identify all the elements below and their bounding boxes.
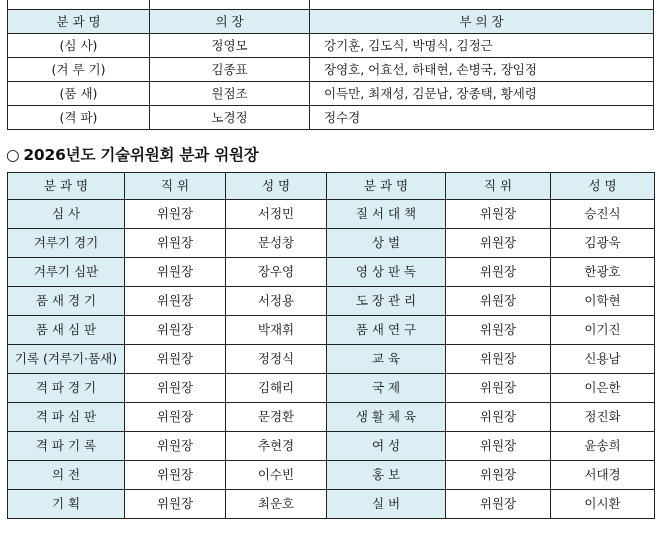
name-cell: 장우영	[226, 258, 327, 287]
position-cell: 위원장	[446, 432, 551, 461]
position-cell: 위원장	[125, 461, 226, 490]
table-header-row	[8, 10, 654, 34]
section-heading-text: 2026년도 기술위원회 분과 위원장	[23, 146, 259, 164]
header-committee: 분 과 명	[8, 173, 125, 200]
name-cell: 서대경	[551, 461, 655, 490]
table-row	[8, 461, 655, 490]
table-row	[8, 82, 654, 106]
header-chair: 의 장	[150, 10, 310, 34]
table-row	[8, 490, 655, 519]
committee-cell: (격 파)	[8, 106, 150, 130]
name-cell: 윤송희	[551, 432, 655, 461]
committee-cell: (품 새)	[8, 82, 150, 106]
name-cell: 박재휘	[226, 316, 327, 345]
committee-cell: 격 파 기 록	[8, 432, 125, 461]
committee-cell: 상 벌	[327, 229, 446, 258]
table-row	[8, 432, 655, 461]
committee-chair-table	[7, 172, 655, 519]
name-cell: 승진식	[551, 200, 655, 229]
position-cell: 위원장	[125, 287, 226, 316]
committee-cell: 겨루기 경기	[8, 229, 125, 258]
table-row	[8, 106, 654, 130]
committee-cell: 홍 보	[327, 461, 446, 490]
position-cell: 위원장	[125, 345, 226, 374]
chair-cell: 정영모	[150, 34, 310, 58]
vice-chair-cell: 강기훈, 김도식, 박명식, 김정근	[310, 34, 654, 58]
name-cell: 정정식	[226, 345, 327, 374]
position-cell: 위원장	[446, 490, 551, 519]
circle-bullet-icon: ○	[6, 146, 20, 164]
chair-cell: 원점조	[150, 82, 310, 106]
chair-cell: 노경정	[150, 106, 310, 130]
committee-cell: 겨루기 심판	[8, 258, 125, 287]
header-position: 직 위	[125, 173, 226, 200]
committee-cell: 품 새 경 기	[8, 287, 125, 316]
position-cell: 위원장	[125, 258, 226, 287]
name-cell: 이시환	[551, 490, 655, 519]
header-vice-chair: 부 의 장	[310, 10, 654, 34]
committee-cell: 도 장 관 리	[327, 287, 446, 316]
committee-cell: 영 상 판 독	[327, 258, 446, 287]
position-cell: 위원장	[446, 258, 551, 287]
header-position: 직 위	[446, 173, 551, 200]
vice-chair-cell: 장영호, 어효선, 하태현, 손병국, 장임정	[310, 58, 654, 82]
name-cell: 김광욱	[551, 229, 655, 258]
name-cell: 이기진	[551, 316, 655, 345]
committee-cell: 여 성	[327, 432, 446, 461]
chair-cell: 김종표	[150, 58, 310, 82]
vice-chair-table	[7, 0, 654, 130]
table-row	[8, 258, 655, 287]
name-cell: 문경환	[226, 403, 327, 432]
table-row	[8, 34, 654, 58]
committee-cell: 품 새 연 구	[327, 316, 446, 345]
position-cell: 위원장	[446, 316, 551, 345]
table-row	[8, 287, 655, 316]
position-cell: 위원장	[446, 403, 551, 432]
name-cell: 이학현	[551, 287, 655, 316]
position-cell: 위원장	[125, 316, 226, 345]
committee-cell: (겨 루 기)	[8, 58, 150, 82]
committee-cell: 의 전	[8, 461, 125, 490]
committee-cell: 실 버	[327, 490, 446, 519]
position-cell: 위원장	[446, 229, 551, 258]
header-committee: 분 과 명	[8, 10, 150, 34]
name-cell: 문성창	[226, 229, 327, 258]
position-cell: 위원장	[446, 345, 551, 374]
table-row	[8, 58, 654, 82]
table-row	[8, 374, 655, 403]
table-row	[8, 345, 655, 374]
section-heading	[6, 143, 259, 165]
position-cell: 위원장	[446, 200, 551, 229]
committee-cell: (심 사)	[8, 34, 150, 58]
committee-cell: 질 서 대 책	[327, 200, 446, 229]
table-row	[8, 316, 655, 345]
name-cell: 서정용	[226, 287, 327, 316]
header-name: 성 명	[226, 173, 327, 200]
name-cell: 서정민	[226, 200, 327, 229]
committee-cell: 심 사	[8, 200, 125, 229]
committee-cell: 기 획	[8, 490, 125, 519]
committee-cell: 격 파 경 기	[8, 374, 125, 403]
header-name: 성 명	[551, 173, 655, 200]
name-cell: 한광호	[551, 258, 655, 287]
table-row	[8, 200, 655, 229]
committee-cell: 교 육	[327, 345, 446, 374]
name-cell: 정진화	[551, 403, 655, 432]
committee-cell: 품 새 심 판	[8, 316, 125, 345]
position-cell: 위원장	[125, 403, 226, 432]
name-cell: 추현경	[226, 432, 327, 461]
name-cell: 이은한	[551, 374, 655, 403]
position-cell: 위원장	[446, 374, 551, 403]
vice-chair-cell: 정수경	[310, 106, 654, 130]
name-cell: 신용남	[551, 345, 655, 374]
position-cell: 위원장	[125, 229, 226, 258]
position-cell: 위원장	[125, 200, 226, 229]
name-cell: 김해리	[226, 374, 327, 403]
vice-chair-cell: 이득만, 최재성, 김문남, 장종택, 황세령	[310, 82, 654, 106]
committee-cell: 기록 (겨루기·품새)	[8, 345, 125, 374]
position-cell: 위원장	[125, 490, 226, 519]
table-row	[8, 229, 655, 258]
table-row	[8, 0, 654, 10]
table-header-row	[8, 173, 655, 200]
position-cell: 위원장	[446, 461, 551, 490]
position-cell: 위원장	[446, 287, 551, 316]
committee-cell: 국 제	[327, 374, 446, 403]
position-cell: 위원장	[125, 432, 226, 461]
header-committee: 분 과 명	[327, 173, 446, 200]
name-cell: 최운호	[226, 490, 327, 519]
committee-cell: 격 파 심 판	[8, 403, 125, 432]
name-cell: 이수빈	[226, 461, 327, 490]
position-cell: 위원장	[125, 374, 226, 403]
committee-cell: 생 활 체 육	[327, 403, 446, 432]
table-row	[8, 403, 655, 432]
